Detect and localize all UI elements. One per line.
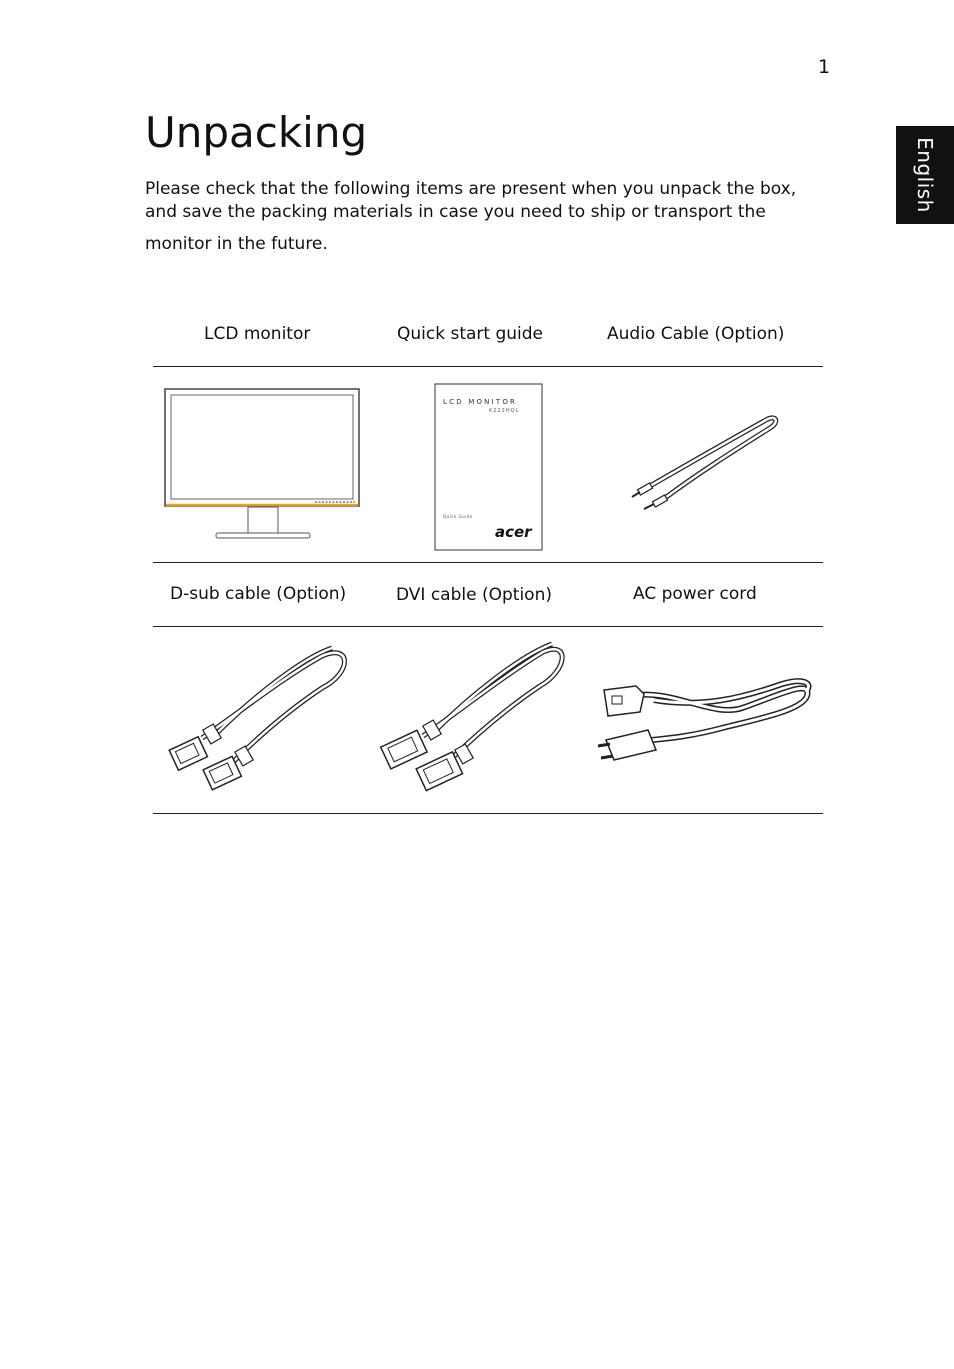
table-divider xyxy=(153,562,823,563)
table-divider xyxy=(153,366,823,367)
intro-line-1: Please check that the following items are present when you unpack the box, xyxy=(145,179,797,199)
quick-start-guide-illustration xyxy=(434,383,544,553)
guide-cover-subtitle: Quick Guide xyxy=(443,514,473,519)
label-audio-cable: Audio Cable (Option) xyxy=(607,324,785,344)
label-dvi-cable: DVI cable (Option) xyxy=(396,585,552,605)
intro-line-2: and save the packing materials in case you need to ship or transport the xyxy=(145,202,766,222)
page-title: Unpacking xyxy=(145,108,368,157)
dsub-cable-illustration xyxy=(162,638,358,798)
ac-power-cord-illustration xyxy=(592,668,818,774)
label-dsub-cable: D-sub cable (Option) xyxy=(170,584,347,604)
label-ac-power-cord: AC power cord xyxy=(633,584,757,604)
language-tab xyxy=(896,126,954,224)
intro-paragraph xyxy=(145,178,825,256)
dvi-cable-illustration xyxy=(378,638,574,798)
lcd-monitor-illustration xyxy=(160,384,366,544)
table-divider xyxy=(153,813,823,814)
table-divider xyxy=(153,626,823,627)
label-quick-start-guide: Quick start guide xyxy=(397,324,544,344)
guide-cover-title: LCD MONITOR xyxy=(443,398,518,406)
guide-cover-model: K222HQL xyxy=(489,408,520,414)
acer-logo: acer xyxy=(495,523,532,541)
label-lcd-monitor: LCD monitor xyxy=(204,324,311,344)
audio-cable-illustration xyxy=(620,408,790,518)
intro-line-3: monitor in the future. xyxy=(145,234,328,254)
language-tab-label: English xyxy=(913,137,937,213)
page-number: 1 xyxy=(818,56,831,78)
